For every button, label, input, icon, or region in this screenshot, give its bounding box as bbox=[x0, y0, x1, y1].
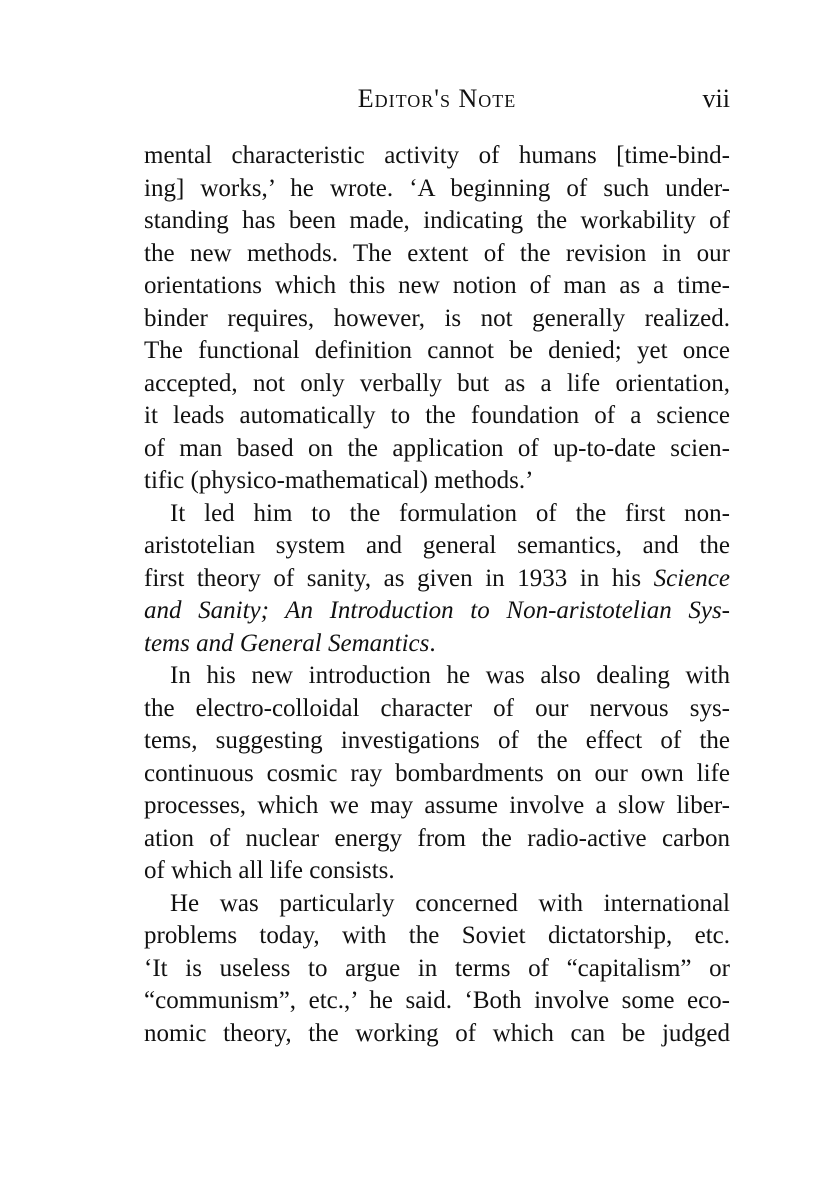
italic-title-text: and Sanity; An Introduction to Non-aristotelian Sys- bbox=[144, 597, 730, 624]
text-line: problems today, with the Soviet dictatorship, etc. bbox=[144, 922, 730, 949]
text-line: it leads automatically to the foundation of a science bbox=[144, 402, 730, 429]
body-text bbox=[144, 140, 730, 1050]
text-line: tems, suggesting investigations of the effect of the bbox=[144, 727, 730, 754]
text-line: mental characteristic activity of humans [time-bind- bbox=[144, 142, 730, 169]
text-line: In his new introduction he was also dealing with bbox=[170, 662, 730, 689]
text-line: of man based on the application of up-to-date scien- bbox=[144, 434, 730, 462]
text-line: tific (physico-mathematical) methods.’ bbox=[144, 467, 534, 494]
text-line: binder requires, however, is not generally realized. bbox=[144, 304, 730, 332]
text-line: It led him to the formulation of the first non- bbox=[170, 499, 730, 527]
text-line bbox=[144, 563, 730, 596]
running-head bbox=[144, 84, 730, 118]
text-line: ‘It is useless to argue in terms of “capitalism” or bbox=[144, 954, 730, 982]
line-text: . bbox=[429, 629, 436, 657]
text-line: processes, which we may assume involve a slow liber- bbox=[144, 792, 730, 819]
text-line: He was particularly concerned with international bbox=[170, 889, 730, 917]
text-line: ation of nuclear energy from the radio-active carbon bbox=[144, 824, 730, 852]
page-number: vii bbox=[702, 84, 730, 113]
text-line: aristotelian system and general semantics, and the bbox=[144, 532, 730, 559]
text-line: orientations which this new notion of man as a time- bbox=[144, 272, 730, 299]
italic-title-text: tems and General Semantics bbox=[144, 629, 430, 657]
text-line: accepted, not only verbally but as a life orientation, bbox=[144, 369, 730, 397]
text-line: ing] works,’ he wrote. ‘A beginning of such under- bbox=[144, 174, 730, 202]
text-line: the new methods. The extent of the revision in our bbox=[144, 239, 730, 267]
line-text: first theory of sanity, as given in 1933 in his bbox=[144, 564, 654, 592]
italic-title-text: Science bbox=[653, 564, 730, 592]
text-line: nomic theory, the working of which can be judged bbox=[144, 1019, 730, 1047]
text-line: The functional definition cannot be denied; yet once bbox=[144, 337, 730, 364]
text-line: standing has been made, indicating the workability of bbox=[144, 207, 730, 234]
text-line: “communism”, etc.,’ he said. ‘Both involve some eco- bbox=[144, 987, 730, 1014]
running-title: Editor's Note bbox=[357, 84, 517, 113]
text-line: of which all life consists. bbox=[144, 857, 395, 884]
text-line bbox=[144, 628, 730, 661]
text-line: the electro-colloidal character of our nervous sys- bbox=[144, 694, 730, 722]
text-line: continuous cosmic ray bombardments on our own life bbox=[144, 759, 730, 787]
text-line bbox=[144, 595, 730, 628]
